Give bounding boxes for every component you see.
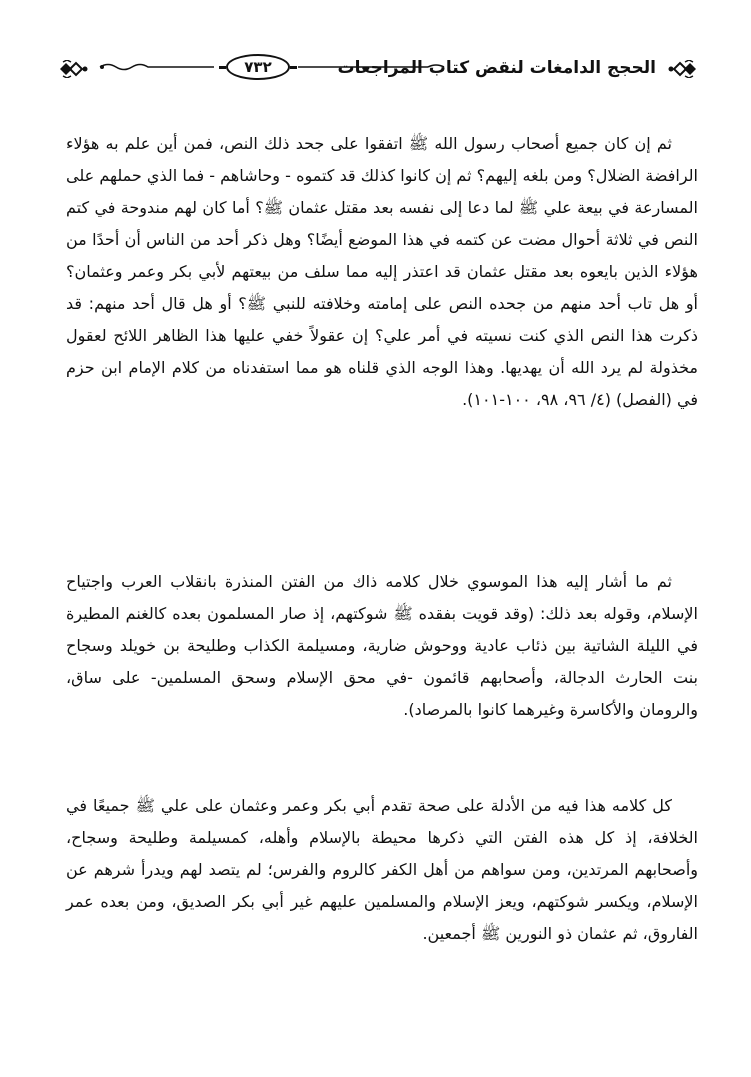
running-title: الحجج الدامغات لنقض كتاب المراجعات xyxy=(337,58,656,78)
paragraph xyxy=(66,128,698,416)
paragraph xyxy=(66,790,698,950)
left-ornament-icon xyxy=(58,60,88,78)
page-number: ٧٣٢ xyxy=(226,54,290,80)
paragraph xyxy=(66,566,698,726)
header-wave-rule xyxy=(98,62,216,72)
right-ornament-icon xyxy=(668,60,698,78)
paragraph-text: ثم ما أشار إليه هذا الموسوي خلال كلامه ذاك من الفتن المنذرة بانقلاب العرب واجتياح الإسلام، وقوله بعد ذلك: (وقد قويت بفقده ﷺ شوكتهم، إذ صار المسلمون بعده كالغنم المطيرة في الليلة الشاتية بين ذئاب عادية ووحوش ضارية، ومسيلمة الكذاب وطليحة بن خويلد وسجاح بنت الحارث الدجالة، وأصحابهم قائمون -في محق الإسلام وسحق المسلمين- على ساق، والرومان والأكاسرة وغيرهما كانوا بالمرصاد). xyxy=(66,572,698,719)
paragraph-text: كل كلامه هذا فيه من الأدلة على صحة تقدم أبي بكر وعمر وعثمان على علي ﷺ جميعًا في الخلافة، إذ كل هذه الفتن التي ذكرها محيطة بالإسلام وأهله، كمسيلمة وطليحة وسجاح، وأصحابهم المرتدين، ومن سواهم من أهل الكفر كالروم والفرس؛ لم يتصد لهم ويدرأ شرهم عن الإسلام، ويكسر شوكتهم، ويعز الإسلام والمسلمين عليهم غير أبي بكر الصديق، ومن بعده عمر الفاروق، ثم عثمان ذو النورين ﷺ أجمعين. xyxy=(66,796,698,943)
paragraph-text: ثم إن كان جميع أصحاب رسول الله ﷺ اتفقوا على جحد ذلك النص، فمن أين علم به هؤلاء الرافضة الضلال؟ ومن بلغه إليهم؟ ثم إن كانوا كذلك قد كتموه - وحاشاهم - فما الذي حملهم على المسارعة في بيعة علي ﷺ لما دعا إلى نفسه بعد مقتل عثمان ﷺ؟ أما كان لهم مندوحة في كتم النص في ثلاثة أحوال مضت عن كتمه في هذا الموضع أيضًا؟ وهل ذكر أحد من الناس أن أحدًا من هؤلاء الذين بايعوه بعد مقتل عثمان قد اعتذر إليه مما سلف من بيعتهم لأبي بكر وعمر وعثمان؟ أو هل تاب أحد منهم من جحده النص على إمامته وخلافته للنبي ﷺ؟ أو هل قال أحد منهم: قد ذكرت هذا النص الذي كنت نسيته في أمر علي؟ إن عقولاً خفي عليها هذا الظاهر اللائح لعقول مخذولة لم يرد الله أن يهديها. وهذا الوجه الذي قلناه هو مما استفدناه من كلام الإمام ابن حزم في (الفصل) (٤/ ٩٦، ٩٨، ١٠٠-١٠١). xyxy=(66,134,698,409)
running-header xyxy=(58,54,698,88)
